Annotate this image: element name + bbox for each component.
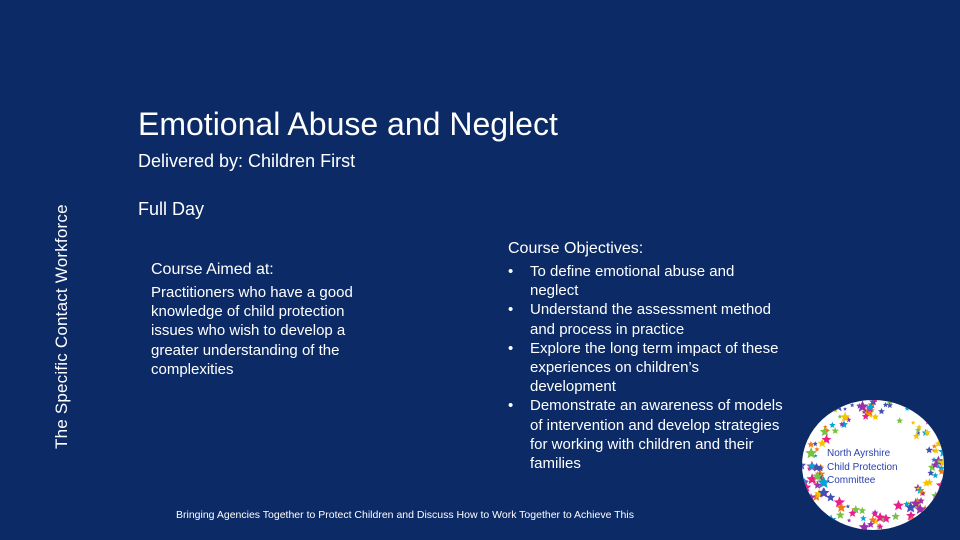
- objective-text: Demonstrate an awareness of models of intervention and develop strategies for working with children and their families: [530, 397, 783, 473]
- objective-item: [508, 396, 783, 473]
- objective-text: To define emotional abuse and neglect: [530, 263, 735, 300]
- objectives-list: [508, 262, 783, 473]
- delivered-by: Delivered by: Children First: [138, 151, 356, 171]
- bullet-icon: •: [508, 301, 514, 319]
- objective-text: Understand the assessment method and process in practice: [530, 301, 771, 338]
- objectives-heading: Course Objectives:: [508, 240, 644, 257]
- bullet-icon: •: [508, 397, 514, 415]
- side-label: The Specific Contact Workforce: [52, 204, 71, 449]
- aimed-at-body: Practitioners who have a good knowledge of child protection issues who wish to develop a greater understanding of the complexities: [151, 284, 353, 378]
- objective-text: Explore the long term impact of these experiences on children’s development: [530, 339, 779, 396]
- logo-text: [827, 447, 898, 488]
- course-title: Emotional Abuse and Neglect: [138, 106, 558, 142]
- objective-item: [508, 262, 783, 300]
- objective-item: [508, 339, 783, 397]
- footer-tagline: Bringing Agencies Together to Protect Children and Discuss How to Work Together to Achieve This: [176, 509, 634, 521]
- logo-line: Committee: [827, 475, 876, 486]
- bullet-icon: •: [508, 339, 514, 357]
- logo-line: North Ayrshire: [827, 448, 891, 459]
- aimed-at-heading: Course Aimed at:: [151, 261, 274, 278]
- logo-line: Child Protection: [827, 461, 898, 473]
- course-duration: Full Day: [138, 199, 205, 219]
- bullet-icon: •: [508, 263, 514, 280]
- committee-logo: [800, 398, 946, 532]
- objective-item: [508, 300, 783, 338]
